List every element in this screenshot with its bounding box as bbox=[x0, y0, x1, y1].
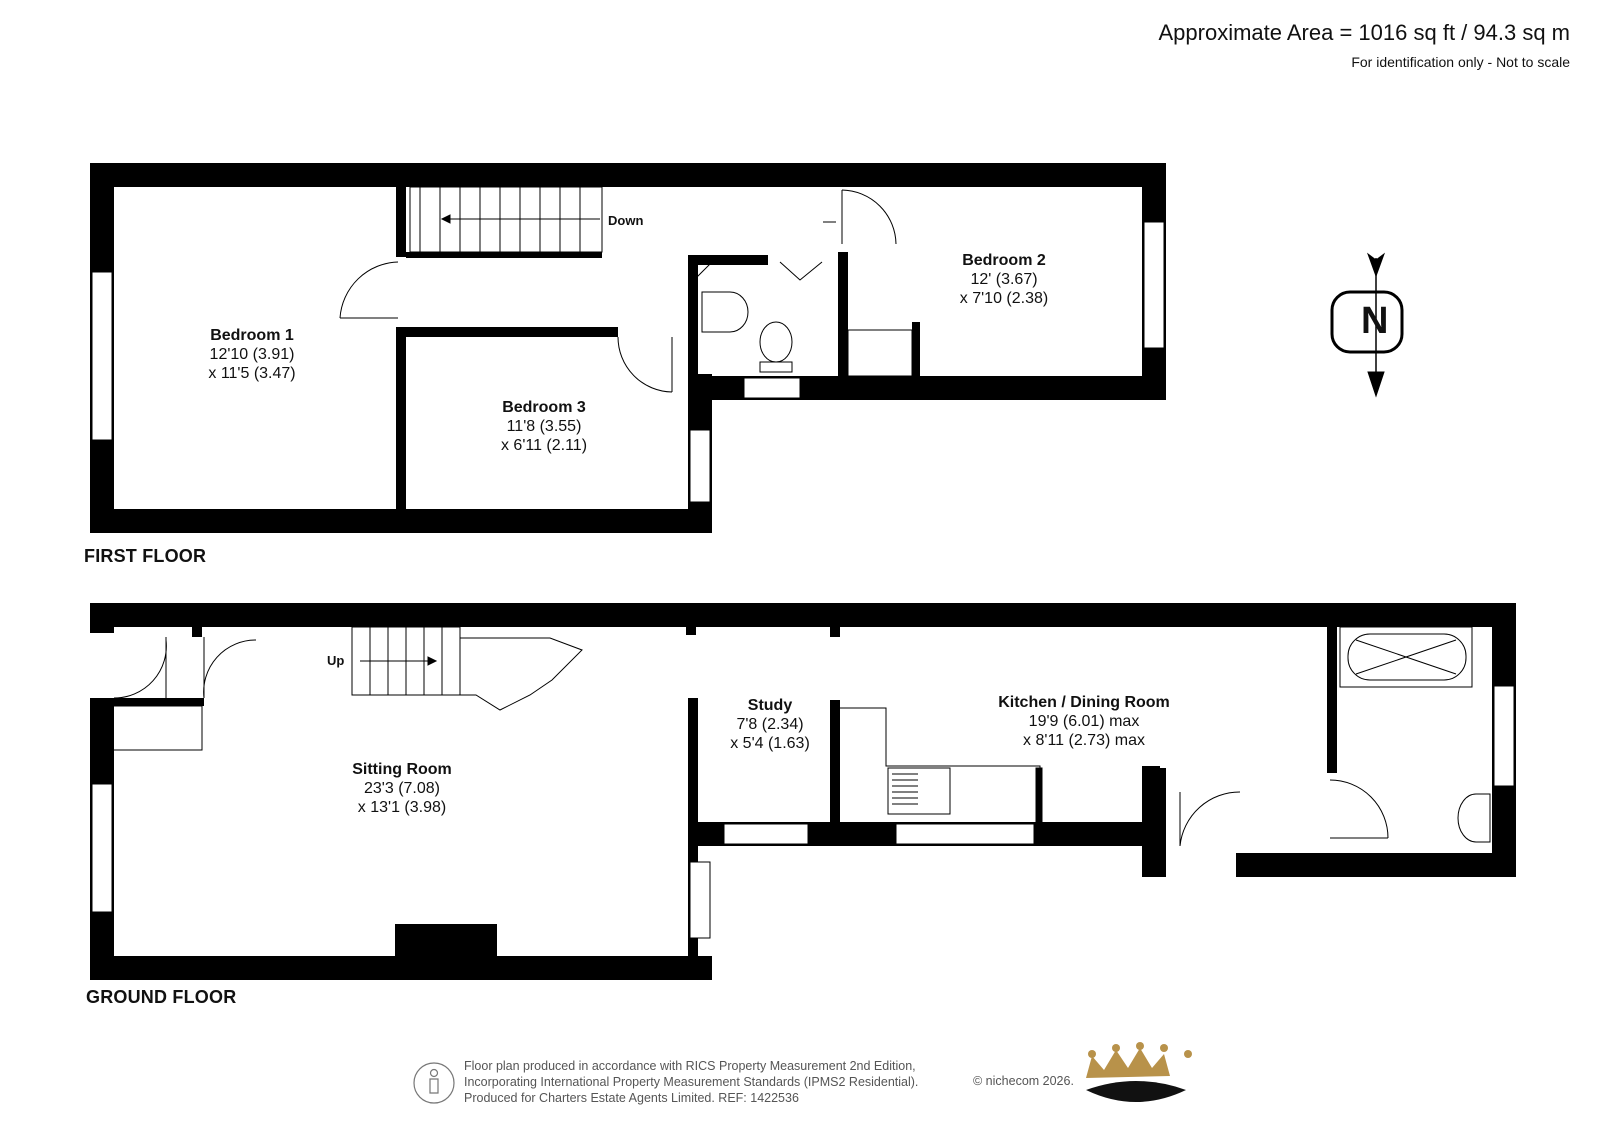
room-bedroom-1 bbox=[208, 326, 295, 383]
stairs-down-label: Down bbox=[608, 213, 644, 228]
footer-note bbox=[464, 1058, 918, 1106]
room-dim-1: 11'8 (3.55) bbox=[506, 418, 582, 435]
room-dim-2: x 13'1 (3.98) bbox=[357, 799, 447, 816]
room-dim-2: x 6'11 (2.11) bbox=[500, 437, 588, 454]
room-bedroom-2 bbox=[960, 251, 1048, 308]
first-floor-stairs bbox=[410, 187, 602, 252]
ground-floor-label: GROUND FLOOR bbox=[86, 987, 237, 1007]
stairs-up-label: Up bbox=[327, 653, 345, 668]
footer-brand: © nichecom 2026. bbox=[973, 1074, 1074, 1088]
scale-note: For identification only - Not to scale bbox=[1351, 54, 1570, 70]
room-dim-1: 12' (3.67) bbox=[970, 271, 1038, 288]
room-dim-1: 12'10 (3.91) bbox=[209, 346, 295, 363]
room-dim-1: 19'9 (6.01) max bbox=[1028, 713, 1140, 730]
ipms-person-icon bbox=[414, 1063, 454, 1103]
room-name: Bedroom 3 bbox=[502, 399, 586, 416]
room-name: Kitchen / Dining Room bbox=[998, 694, 1170, 711]
approximate-area: Approximate Area = 1016 sq ft / 94.3 sq m bbox=[1158, 20, 1570, 45]
area-header bbox=[1158, 20, 1570, 70]
room-kitchen-dining bbox=[998, 693, 1170, 750]
room-study bbox=[730, 696, 810, 753]
room-dim-2: x 7'10 (2.38) bbox=[959, 290, 1049, 307]
crown-logo bbox=[1086, 1042, 1192, 1102]
room-name: Study bbox=[747, 697, 793, 714]
footer-line-2: Incorporating International Property Measurement Standards (IPMS2 Residential). bbox=[464, 1075, 919, 1089]
ground-floor-stairs bbox=[352, 627, 582, 710]
room-name: Bedroom 1 bbox=[210, 327, 294, 344]
room-name: Sitting Room bbox=[352, 761, 452, 778]
ground-floor-bathroom bbox=[1340, 627, 1490, 842]
room-name: Bedroom 2 bbox=[962, 252, 1046, 269]
room-sitting-room bbox=[352, 760, 452, 817]
footer-line-1: Floor plan produced in accordance with RICS Property Measurement 2nd Edition, bbox=[464, 1059, 916, 1073]
room-dim-2: x 8'11 (2.73) max bbox=[1023, 732, 1145, 749]
room-dim-1: 7'8 (2.34) bbox=[736, 716, 804, 733]
room-dim-2: x 11'5 (3.47) bbox=[208, 365, 296, 382]
room-dim-2: x 5'4 (1.63) bbox=[730, 735, 810, 752]
first-floor-bathroom bbox=[694, 262, 912, 376]
room-dim-1: 23'3 (7.08) bbox=[363, 780, 440, 797]
ground-floor-walls bbox=[90, 603, 1516, 980]
room-bedroom-3 bbox=[501, 398, 587, 455]
first-floor-label: FIRST FLOOR bbox=[84, 546, 207, 566]
footer-line-3: Produced for Charters Estate Agents Limited. REF: 1422536 bbox=[464, 1091, 799, 1105]
compass-letter: N bbox=[1361, 300, 1389, 342]
